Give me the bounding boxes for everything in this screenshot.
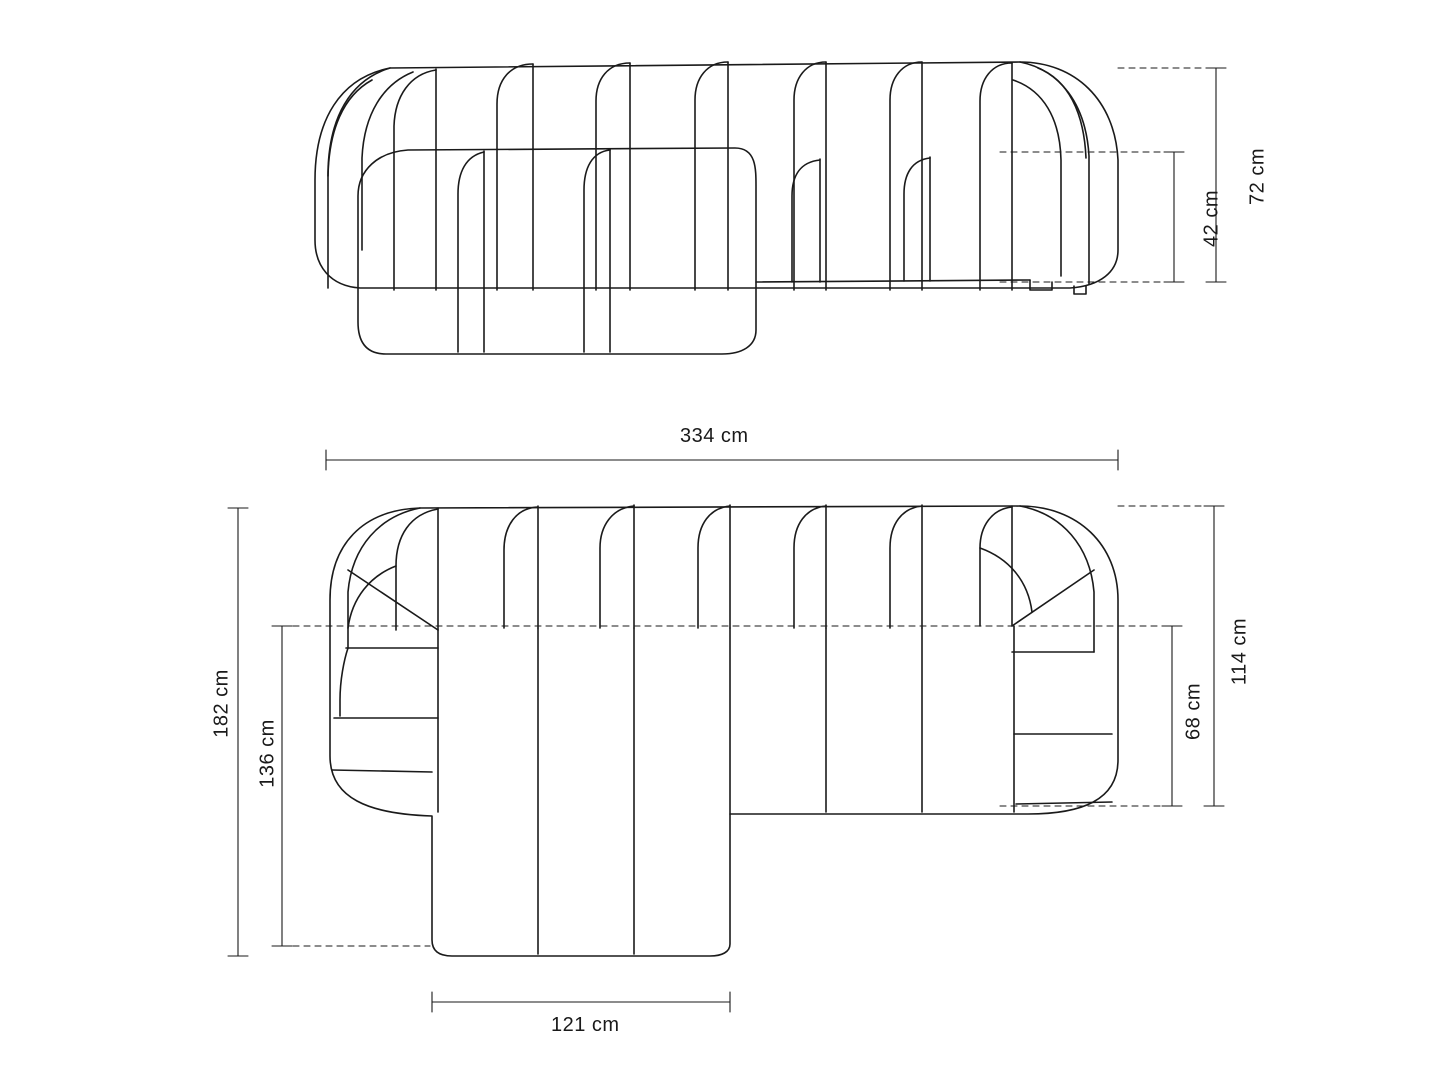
dimension-label-seat-depth-68: 68 cm — [1182, 683, 1205, 740]
front-elevation-sofa — [315, 62, 1118, 354]
dimension-label-chaise-width-121: 121 cm — [551, 1014, 620, 1036]
dimension-label-depth-136: 136 cm — [256, 719, 279, 788]
dimension-label-seat-height-42: 42 cm — [1200, 190, 1223, 247]
top-plan-dimensions — [228, 506, 1224, 1012]
dimension-label-depth-114: 114 cm — [1228, 617, 1251, 686]
front-elevation-dimensions — [1000, 68, 1226, 282]
dimension-label-depth-182: 182 cm — [210, 669, 233, 738]
top-plan-sofa — [330, 505, 1118, 956]
dimension-label-height-72: 72 cm — [1246, 148, 1269, 205]
dimension-label-width-334: 334 cm — [680, 425, 749, 447]
overall-width-dimension — [326, 450, 1118, 470]
